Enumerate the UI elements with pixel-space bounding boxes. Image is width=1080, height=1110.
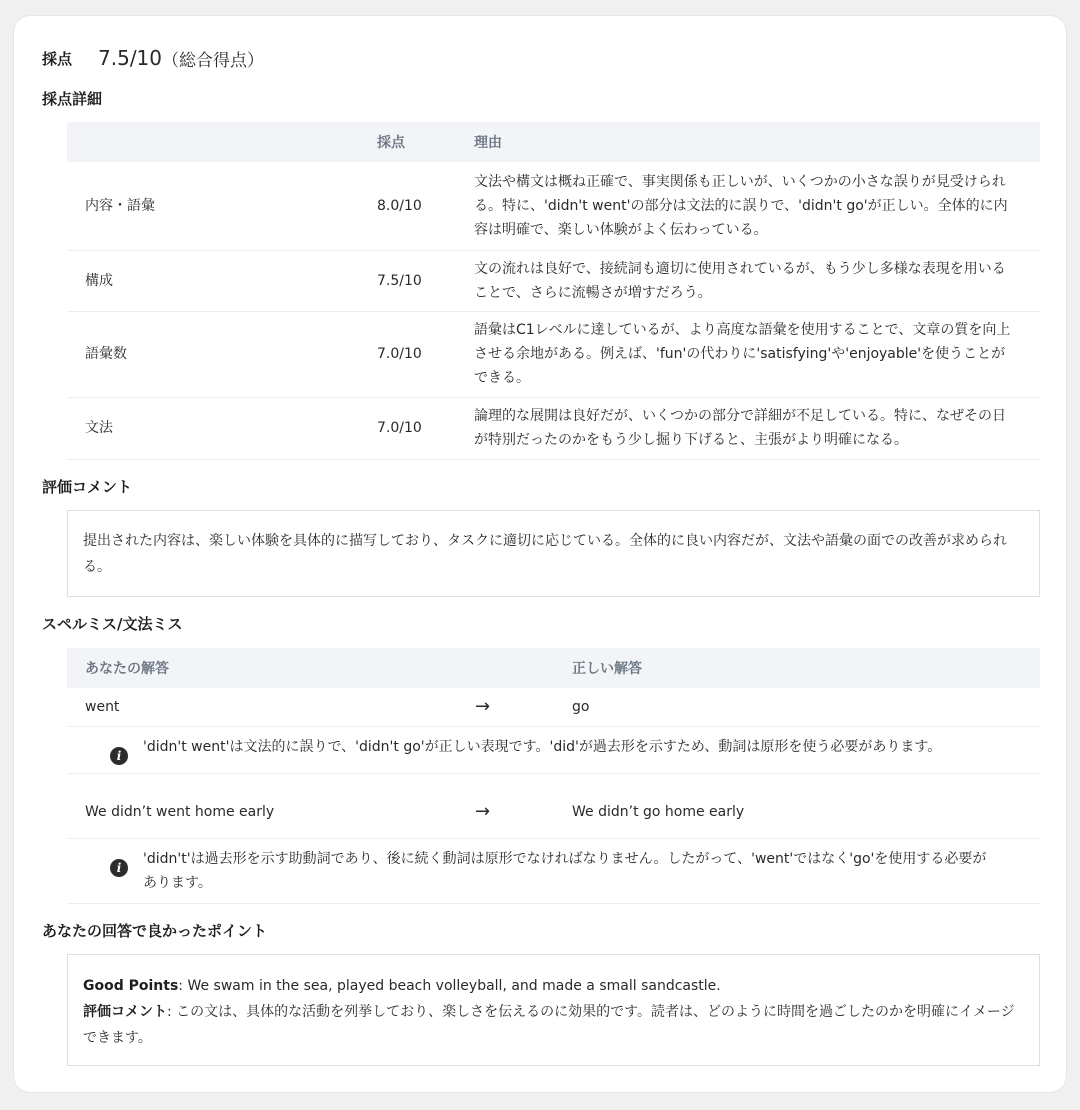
breakdown-title: 採点詳細: [42, 90, 103, 108]
breakdown-table: [67, 122, 1040, 460]
info-icon: i: [110, 747, 128, 765]
table-row: [67, 250, 1040, 311]
header-category: [67, 122, 377, 162]
header-your-answer: あなたの解答: [67, 648, 475, 688]
good-comment-line: [83, 999, 1025, 1051]
category-cell: 語彙数: [85, 346, 127, 362]
score-note: （総合得点）: [162, 50, 265, 71]
table-row: [67, 162, 1040, 250]
good-comment-label: 評価コメント: [83, 1004, 167, 1020]
mistakes-table: [67, 648, 1040, 904]
comment-title: 評価コメント: [42, 478, 133, 496]
your-answer-cell: We didn’t went home early: [67, 774, 475, 839]
reason-cell: 文法や構文は概ね正確で、事実関係も正しいが、いくつかの小さな誤りが見受けられる。特に、'didn't went'の部分は文法的に誤りで、'didn't go'が正しい。全体的に内容は明確で、楽しい体験がよく伝わっている。: [474, 173, 1008, 238]
overall-score: [42, 44, 264, 72]
category-cell: 内容・語彙: [85, 197, 155, 214]
explanation-text: 'didn't'は過去形を示す助動詞であり、後に続く動詞は原形でなければなりません。したがって、'went'ではなく'go'を使用する必要があります。: [143, 851, 987, 891]
header-reason: 理由: [474, 122, 1040, 162]
header-correct-answer: 正しい解答: [572, 648, 1040, 688]
category-cell: 文法: [85, 420, 113, 436]
mistake-explanation-row: [67, 727, 1040, 774]
score-value: 7.5/10: [98, 46, 163, 70]
correct-answer-cell: We didn’t go home early: [572, 774, 1040, 839]
good-points-box: [67, 954, 1040, 1066]
table-row: [67, 311, 1040, 397]
score-cell: 7.5/10: [377, 272, 422, 289]
feedback-card: [14, 16, 1066, 1092]
header-score: 採点: [377, 122, 474, 162]
mistake-row: [67, 774, 1040, 839]
score-label: 採点: [42, 49, 73, 68]
info-icon: i: [110, 859, 128, 877]
explanation-text: 'didn't went'は文法的に誤りで、'didn't go'が正しい表現です。'did'が過去形を示すため、動詞は原形を使う必要があります。: [143, 739, 942, 755]
table-row: [67, 397, 1040, 459]
mistakes-header-row: [67, 648, 1040, 688]
category-cell: 構成: [85, 272, 113, 289]
arrow-icon: →: [475, 688, 572, 727]
good-comment-text: : この文は、具体的な活動を列挙しており、楽しさを伝えるのに効果的です。読者は、どのように時間を過ごしたのかを明確にイメージできます。: [83, 1004, 1015, 1046]
breakdown-header-row: [67, 122, 1040, 162]
comment-box: 提出された内容は、楽しい体験を具体的に描写しており、タスクに適切に応じている。全体的に良い内容だが、文法や語彙の面での改善が求められる。: [67, 510, 1040, 597]
header-arrow-spacer: [475, 648, 572, 688]
reason-cell: 語彙はC1レベルに達しているが、より高度な語彙を使用することで、文章の質を向上させる余地がある。例えば、'fun'の代わりに'satisfying'や'enjoyable'を使うことができる。: [474, 322, 1011, 386]
good-points-label: Good Points: [83, 978, 179, 994]
score-cell: 7.0/10: [377, 346, 422, 362]
correct-answer-cell: go: [572, 688, 1040, 727]
reason-cell: 文の流れは良好で、接続詞も適切に使用されているが、もう少し多様な表現を用いることで、さらに流暢さが増すだろう。: [474, 260, 1006, 301]
mistakes-title: スペルミス/文法ミス: [42, 615, 183, 633]
score-cell: 7.0/10: [377, 420, 422, 436]
good-points-text: : We swam in the sea, played beach volleyball, and made a small sandcastle.: [178, 978, 721, 994]
mistake-explanation-row: [67, 839, 1040, 904]
reason-cell: 論理的な展開は良好だが、いくつかの部分で詳細が不足している。特に、なぜその日が特別だったのかをもう少し掘り下げると、主張がより明確になる。: [474, 408, 1006, 448]
arrow-icon: →: [475, 774, 572, 839]
good-points-line: [83, 973, 1025, 999]
good-points-title: あなたの回答で良かったポイント: [42, 922, 268, 940]
mistake-row: [67, 688, 1040, 727]
your-answer-cell: went: [67, 688, 475, 727]
score-cell: 8.0/10: [377, 197, 422, 214]
